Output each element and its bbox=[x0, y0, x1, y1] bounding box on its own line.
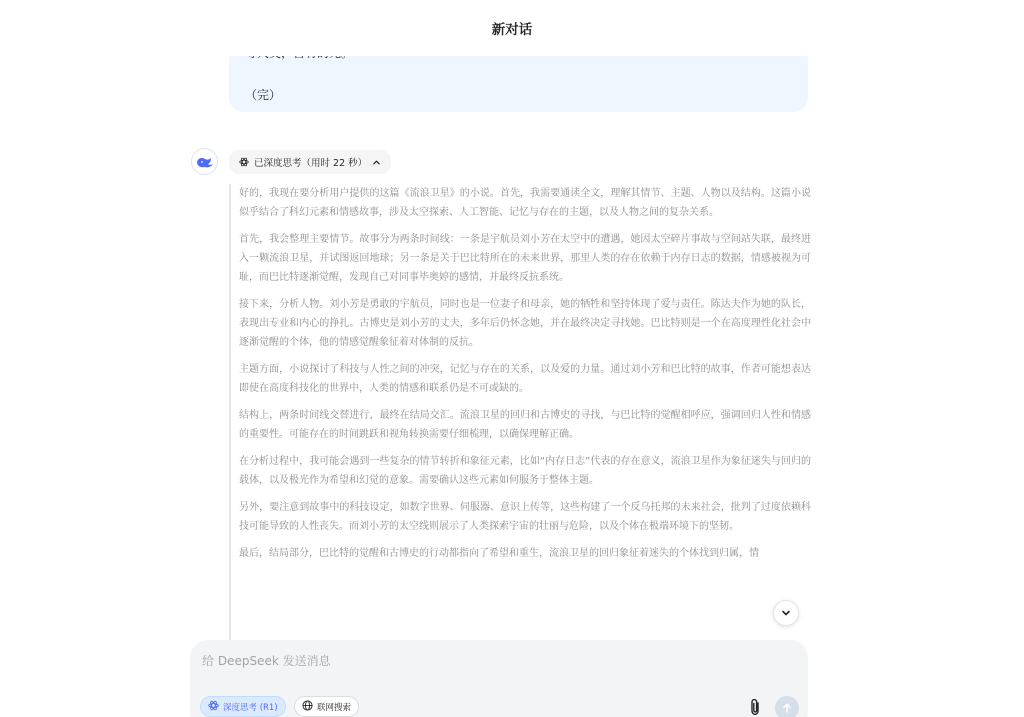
scroll-to-bottom-button[interactable] bbox=[773, 600, 799, 626]
reasoning-paragraph: 在分析过程中，我可能会遇到一些复杂的情节转折和象征元素，比如“内存日志”代表的存在意义，流浪卫星作为象征迷失与回归的载体，以及极光作为希望和幻觉的意象。需要确认这些元素如何服务于整体主题。 bbox=[239, 456, 811, 486]
reasoning-paragraph: 好的，我现在要分析用户提供的这篇《流浪卫星》的小说。首先，我需要通读全文，理解其情节、主题、人物以及结构。这篇小说似乎结合了科幻元素和情感故事，涉及太空探索、人工智能、记忆与存在的主题，以及人物之间的复杂关系。 bbox=[239, 188, 811, 218]
atom-icon bbox=[239, 157, 249, 167]
globe-icon bbox=[302, 700, 313, 714]
reasoning-paragraph: 首先，我会整理主要情节。故事分为两条时间线：一条是宇航员刘小芳在太空中的遭遇，她因太空碎片事故与空间站失联，最终进入一颗流浪卫星，并试图返回地球；另一条是关于巴比特所在的未来世界，那里人类的存在依赖于内存日志的数据，情感被视为可耻，而巴比特逐渐觉醒，发现自己对同事毕奥婷的感情，并最终反抗系统。 bbox=[239, 234, 811, 283]
reasoning-paragraph: 接下来，分析人物。刘小芳是勇敢的宇航员，同时也是一位妻子和母亲，她的牺牲和坚持体现了爱与责任。陈达夫作为她的队长，表现出专业和内心的挣扎。古博史是刘小芳的丈夫，多年后仍怀念她，并在最终决定寻找她。巴比特则是一个在高度理性化社会中逐渐觉醒的个体，他的情感觉醒象征着对体制的反抗。 bbox=[239, 299, 811, 348]
reasoning-paragraph: 另外，要注意到故事中的科技设定，如数字世界、伺服器、意识上传等，这些构建了一个反乌托邦的未来社会，批判了过度依赖科技可能导致的人性丧失。而刘小芳的太空线则展示了人类探索宇宙的壮丽与危险，以及个体在极端环境下的坚韧。 bbox=[239, 502, 811, 532]
thinking-toggle[interactable] bbox=[229, 150, 391, 174]
web-search-toggle[interactable] bbox=[294, 696, 359, 717]
send-button[interactable] bbox=[775, 696, 799, 717]
deep-think-label: 深度思考 (R1) bbox=[223, 702, 278, 713]
thinking-toggle-label: 已深度思考（用时 22 秒） bbox=[254, 158, 368, 169]
atom-icon bbox=[208, 700, 219, 714]
page-title: 新对话 bbox=[491, 22, 533, 38]
arrow-up-icon bbox=[781, 699, 793, 717]
reasoning-paragraph: 结构上，两条时间线交替进行，最终在结局交汇。流浪卫星的回归和古博史的寻找，与巴比特的觉醒相呼应，强调回归人性和情感的重要性。可能存在的时间跳跃和视角转换需要仔细梳理，以确保理解正确。 bbox=[239, 410, 811, 440]
reasoning-content bbox=[229, 184, 811, 640]
chevron-down-icon bbox=[780, 604, 792, 623]
chevron-up-icon bbox=[372, 158, 381, 167]
reasoning-paragraph: 最后，结局部分，巴比特的觉醒和古博史的行动都指向了希望和重生，流浪卫星的回归象征着迷失的个体找到归属，情 bbox=[239, 548, 759, 559]
user-message-line: （完） bbox=[245, 88, 282, 102]
deep-think-toggle[interactable] bbox=[200, 696, 286, 717]
title-bar bbox=[0, 0, 1024, 56]
web-search-label: 联网搜索 bbox=[317, 702, 352, 713]
paperclip-icon[interactable] bbox=[746, 697, 764, 717]
whale-logo-icon bbox=[191, 148, 218, 175]
message-input[interactable]: 给 DeepSeek 发送消息 bbox=[202, 654, 331, 668]
reasoning-paragraph: 主题方面，小说探讨了科技与人性之间的冲突，记忆与存在的关系，以及爱的力量。通过刘小芳和巴比特的故事，作者可能想表达即使在高度科技化的世界中，人类的情感和联系仍是不可或缺的。 bbox=[239, 364, 811, 394]
message-composer bbox=[190, 640, 808, 717]
